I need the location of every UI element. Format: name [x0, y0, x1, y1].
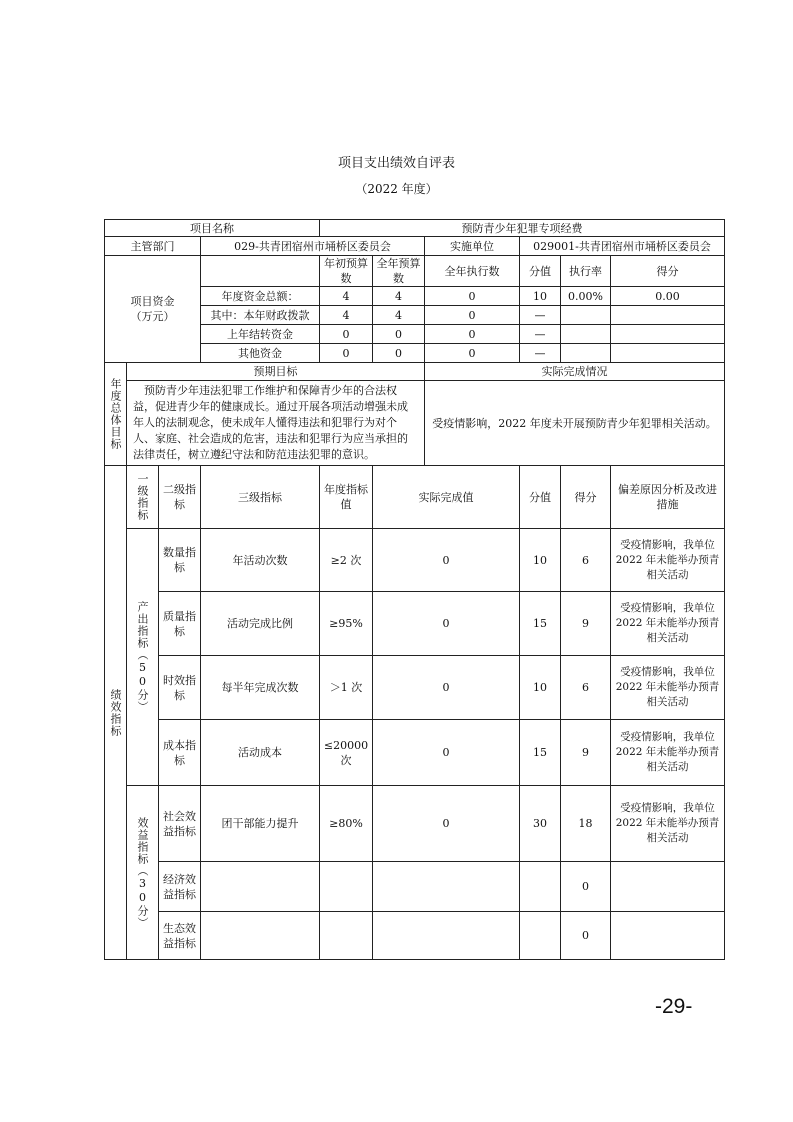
indicator-level3: 年活动次数 — [201, 529, 320, 592]
funds-row-rate — [561, 344, 611, 363]
page-title: 项目支出绩效自评表 — [337, 156, 455, 171]
indicator-got: 0 — [561, 862, 611, 912]
header-reason: 偏差原因分析及改进措施 — [611, 466, 725, 529]
indicator-score: 15 — [520, 720, 561, 786]
indicator-level3: 活动完成比例 — [201, 592, 320, 656]
header-got: 得分 — [561, 466, 611, 529]
table-row — [105, 656, 725, 720]
funds-row-label: 年度资金总额： — [201, 287, 320, 306]
funds-row-initial: 4 — [320, 287, 373, 306]
impl-label: 实施单位 — [425, 237, 520, 256]
funds-row-exec: 0 — [425, 325, 520, 344]
indicator-level2: 数量指标 — [159, 529, 201, 592]
funds-row-exec: 0 — [425, 344, 520, 363]
indicator-level3: 每半年完成次数 — [201, 656, 320, 720]
funds-row-initial: 0 — [320, 344, 373, 363]
table-row — [105, 529, 725, 592]
indicator-reason: 受疫情影响，我单位 2022 年未能举办预青相关活动 — [611, 720, 725, 786]
funds-row-full: 4 — [373, 306, 425, 325]
header-level2: 二级指标 — [159, 466, 201, 529]
indicator-score: 10 — [520, 529, 561, 592]
indicator-target: ≥95% — [320, 592, 373, 656]
table-row — [105, 592, 725, 656]
page-subtitle: （2022 年度） — [355, 182, 438, 196]
indicator-level3: 团干部能力提升 — [201, 786, 320, 862]
header-level1: 一级指标 — [127, 466, 159, 529]
performance-evaluation-table — [104, 219, 725, 960]
actual-result-text: 受疫情影响，2022 年度未开展预防青少年犯罪相关活动。 — [425, 381, 725, 466]
indicator-level3 — [201, 912, 320, 960]
output-indicator-label: 产出指标（50分） — [127, 529, 159, 786]
impl-value: 029001-共青团宿州市埇桥区委员会 — [520, 237, 725, 256]
table-row — [105, 786, 725, 862]
indicator-actual: 0 — [373, 786, 520, 862]
indicator-score — [520, 912, 561, 960]
indicator-got: 18 — [561, 786, 611, 862]
dept-label: 主管部门 — [105, 237, 201, 256]
funds-row-exec: 0 — [425, 306, 520, 325]
indicator-level2: 经济效益指标 — [159, 862, 201, 912]
indicator-level2: 时效指标 — [159, 656, 201, 720]
funds-header-rate: 执行率 — [561, 256, 611, 287]
project-name-value: 预防青少年犯罪专项经费 — [320, 220, 725, 237]
indicator-target — [320, 862, 373, 912]
funds-row-rate: 0.00% — [561, 287, 611, 306]
indicator-actual — [373, 862, 520, 912]
funds-row-label: 其他资金 — [201, 344, 320, 363]
indicator-actual: 0 — [373, 720, 520, 786]
project-name-label: 项目名称 — [105, 220, 320, 237]
funds-row-exec: 0 — [425, 287, 520, 306]
indicator-reason — [611, 912, 725, 960]
indicator-score: 15 — [520, 592, 561, 656]
indicator-reason: 受疫情影响，我单位 2022 年未能举办预青相关活动 — [611, 529, 725, 592]
funds-row-score: — — [520, 325, 561, 344]
expected-goal-text: 预防青少年违法犯罪工作维护和保障青少年的合法权益，促进青少年的健康成长。通过开展各项活动增强未成年人的法制观念，使未成年人懂得违法和犯罪行为对个人、家庭、社会造成的危害，违法和犯罪行为应当承担的法律责任，树立遵纪守法和防范违法犯罪的意识。 — [127, 381, 425, 466]
funds-row-initial: 0 — [320, 325, 373, 344]
indicator-level3: 活动成本 — [201, 720, 320, 786]
funds-header-got: 得分 — [611, 256, 725, 287]
page-number: -29- — [655, 995, 693, 1018]
table-row — [105, 363, 725, 381]
indicator-actual: 0 — [373, 656, 520, 720]
performance-label: 绩效指标 — [105, 466, 127, 960]
funds-row-score: — — [520, 306, 561, 325]
expected-goal-header: 预期目标 — [127, 363, 425, 381]
funds-row-rate — [561, 306, 611, 325]
indicator-target: ＞1 次 — [320, 656, 373, 720]
indicator-score: 10 — [520, 656, 561, 720]
header-level3: 三级指标 — [201, 466, 320, 529]
table-row — [105, 256, 725, 287]
header-score: 分值 — [520, 466, 561, 529]
actual-result-header: 实际完成情况 — [425, 363, 725, 381]
funds-row-got — [611, 325, 725, 344]
indicator-level2: 社会效益指标 — [159, 786, 201, 862]
indicator-got: 9 — [561, 720, 611, 786]
funds-row-score: — — [520, 344, 561, 363]
table-row — [105, 720, 725, 786]
benefit-indicator-label: 效益指标（30分） — [127, 786, 159, 960]
funds-row-rate — [561, 325, 611, 344]
funds-row-full: 0 — [373, 325, 425, 344]
funds-header-blank — [201, 256, 320, 287]
funds-row-label: 其中：本年财政拨款 — [201, 306, 320, 325]
dept-value: 029-共青团宿州市埇桥区委员会 — [201, 237, 425, 256]
funds-row-got: 0.00 — [611, 287, 725, 306]
funds-header-exec: 全年执行数 — [425, 256, 520, 287]
indicator-got: 6 — [561, 656, 611, 720]
funds-header-full: 全年预算数 — [373, 256, 425, 287]
indicator-reason: 受疫情影响，我单位 2022 年未能举办预青相关活动 — [611, 592, 725, 656]
annual-goal-label: 年度总体目标 — [105, 363, 127, 466]
header-actual: 实际完成值 — [373, 466, 520, 529]
indicator-got: 9 — [561, 592, 611, 656]
funds-label: 项目资金（万元） — [105, 256, 201, 363]
indicator-actual: 0 — [373, 592, 520, 656]
indicator-level2: 生态效益指标 — [159, 912, 201, 960]
indicator-target: ≥2 次 — [320, 529, 373, 592]
indicator-got: 0 — [561, 912, 611, 960]
indicator-actual — [373, 912, 520, 960]
indicator-got: 6 — [561, 529, 611, 592]
funds-row-full: 0 — [373, 344, 425, 363]
indicator-actual: 0 — [373, 529, 520, 592]
indicator-score: 30 — [520, 786, 561, 862]
funds-row-full: 4 — [373, 287, 425, 306]
indicator-reason: 受疫情影响，我单位 2022 年未能举办预青相关活动 — [611, 656, 725, 720]
table-row — [105, 220, 725, 237]
funds-header-score: 分值 — [520, 256, 561, 287]
indicator-score — [520, 862, 561, 912]
indicator-level2: 质量指标 — [159, 592, 201, 656]
funds-row-got — [611, 344, 725, 363]
funds-row-got — [611, 306, 725, 325]
funds-header-initial: 年初预算数 — [320, 256, 373, 287]
table-row — [105, 466, 725, 529]
table-row — [105, 912, 725, 960]
table-row — [105, 381, 725, 466]
indicator-target: ≤20000次 — [320, 720, 373, 786]
table-row — [105, 237, 725, 256]
indicator-reason — [611, 862, 725, 912]
funds-row-label: 上年结转资金 — [201, 325, 320, 344]
header-target: 年度指标值 — [320, 466, 373, 529]
table-row — [105, 862, 725, 912]
indicator-target — [320, 912, 373, 960]
indicator-target: ≥80% — [320, 786, 373, 862]
indicator-reason: 受疫情影响，我单位 2022 年未能举办预青相关活动 — [611, 786, 725, 862]
indicator-level2: 成本指标 — [159, 720, 201, 786]
indicator-level3 — [201, 862, 320, 912]
funds-row-score: 10 — [520, 287, 561, 306]
funds-row-initial: 4 — [320, 306, 373, 325]
